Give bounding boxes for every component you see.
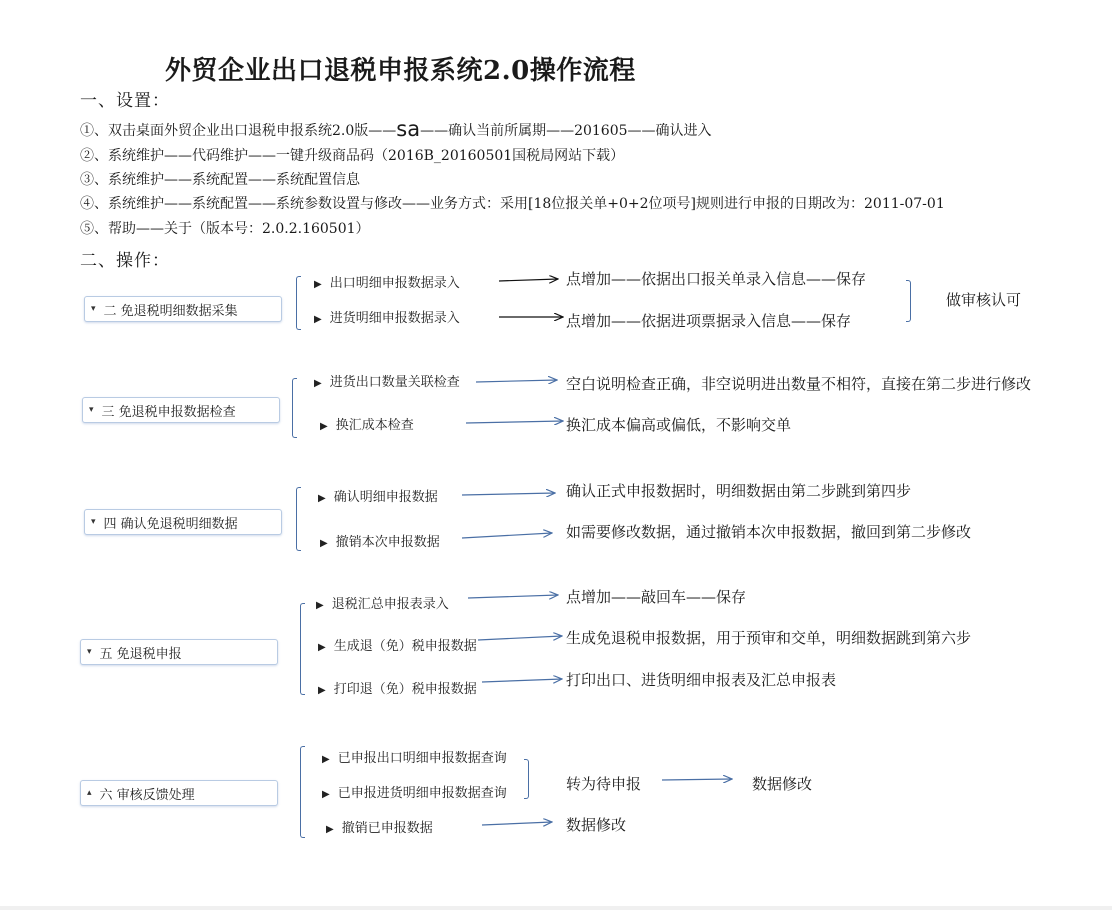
chevron-down-icon: ▾ <box>87 647 92 657</box>
chevron-down-icon: ▾ <box>91 304 96 314</box>
item-label: 进货出口数量关联检查 <box>329 375 460 390</box>
desc-confirm-detail: 确认正式申报数据时，明细数据由第二步跳到第四步 <box>566 482 912 500</box>
item-label: 打印退（免）税申报数据 <box>333 682 477 697</box>
section-heading-settings: 一、设置： <box>80 91 170 111</box>
desc-data-modify-1: 数据修改 <box>752 775 813 793</box>
settings-line-1-suffix: ——确认当前所属期——201605——确认进入 <box>420 123 712 139</box>
triangle-right-icon: ▶ <box>314 279 322 290</box>
desc-summary-entry: 点增加——敲回车——保存 <box>566 588 747 606</box>
triangle-right-icon: ▶ <box>314 378 322 389</box>
desc-cancel-current: 如需要修改数据，通过撤销本次申报数据，撤回到第二步修改 <box>566 523 972 541</box>
item-label: 撤销本次申报数据 <box>335 535 440 550</box>
module-feedback-label: 六 审核反馈处理 <box>99 787 195 803</box>
item-label: 撤销已申报数据 <box>341 821 433 836</box>
settings-line-1-prefix: ①、双击桌面外贸企业出口退税申报系统2.0版—— <box>80 123 397 139</box>
triangle-right-icon: ▶ <box>318 493 326 504</box>
chevron-up-icon: ▴ <box>87 788 92 798</box>
item-label: 进货明细申报数据录入 <box>329 311 460 326</box>
page-title: 外贸企业出口退税申报系统2.0操作流程 <box>165 56 636 86</box>
desc-data-modify-2: 数据修改 <box>566 816 627 834</box>
item-label: 换汇成本检查 <box>335 418 414 433</box>
triangle-right-icon: ▶ <box>314 314 322 325</box>
module-collect-label: 二 免退税明细数据采集 <box>103 303 238 319</box>
desc-generate: 生成免退税申报数据，用于预审和交单，明细数据跳到第六步 <box>566 629 972 647</box>
arrow-print <box>482 679 562 682</box>
triangle-right-icon: ▶ <box>320 421 328 432</box>
desc-exchange-check: 换汇成本偏高或偏低，不影响交单 <box>566 416 792 434</box>
module-check-label: 三 免退税申报数据检查 <box>101 404 236 420</box>
arrow-generate <box>478 636 562 640</box>
settings-line-2: ②、系统维护——代码维护——一键升级商品码（2016B_20160501国税局网站下载） <box>80 148 625 164</box>
item-label: 已申报出口明细申报数据查询 <box>337 751 507 766</box>
module-declare-label: 五 免退税申报 <box>99 646 182 662</box>
chevron-down-icon: ▾ <box>89 405 94 415</box>
item-label: 已申报进货明细申报数据查询 <box>337 786 507 801</box>
desc-to-pending: 转为待申报 <box>566 775 642 793</box>
item-label: 生成退（免）税申报数据 <box>333 639 477 654</box>
module-confirm-label: 四 确认免退税明细数据 <box>103 516 238 532</box>
desc-quantity-check: 空白说明检查正确，非空说明进出数量不相符，直接在第二步进行修改 <box>566 375 1032 393</box>
arrow-cancel-current <box>462 533 552 538</box>
section-heading-operations: 二、操作： <box>80 251 170 271</box>
triangle-right-icon: ▶ <box>318 685 326 696</box>
triangle-right-icon: ▶ <box>322 789 330 800</box>
arrow-export-entry <box>499 279 558 281</box>
item-label: 退税汇总申报表录入 <box>331 597 449 612</box>
triangle-right-icon: ▶ <box>322 754 330 765</box>
desc-print: 打印出口、进货明细申报表及汇总申报表 <box>566 671 837 689</box>
arrow-confirm-detail <box>462 493 555 495</box>
settings-line-5: ⑤、帮助——关于（版本号：2.0.2.160501） <box>80 221 370 237</box>
desc-approve-note: 做审核认可 <box>946 291 1022 309</box>
arrow-to-pending <box>662 779 732 780</box>
arrow-summary-entry <box>468 595 558 598</box>
arrow-exchange-check <box>466 421 563 423</box>
triangle-right-icon: ▶ <box>320 538 328 549</box>
settings-line-4: ④、系统维护——系统配置——系统参数设置与修改——业务方式：采用[18位报关单+0+2位项号]规则进行申报的日期改为：2011-07-01 <box>80 196 945 212</box>
triangle-right-icon: ▶ <box>316 600 324 611</box>
desc-export-entry: 点增加——依据出口报关单录入信息——保存 <box>566 270 867 288</box>
desc-purchase-entry: 点增加——依据进项票据录入信息——保存 <box>566 312 852 330</box>
arrow-quantity-check <box>476 380 557 382</box>
arrow-cancel-declared <box>482 822 552 825</box>
item-label: 确认明细申报数据 <box>333 490 438 505</box>
settings-line-1-password: sa <box>396 117 421 141</box>
footer-bar <box>0 906 1112 910</box>
item-label: 出口明细申报数据录入 <box>329 276 460 291</box>
triangle-right-icon: ▶ <box>318 642 326 653</box>
triangle-right-icon: ▶ <box>326 824 334 835</box>
settings-line-3: ③、系统维护——系统配置——系统配置信息 <box>80 172 360 188</box>
chevron-down-icon: ▾ <box>91 517 96 527</box>
